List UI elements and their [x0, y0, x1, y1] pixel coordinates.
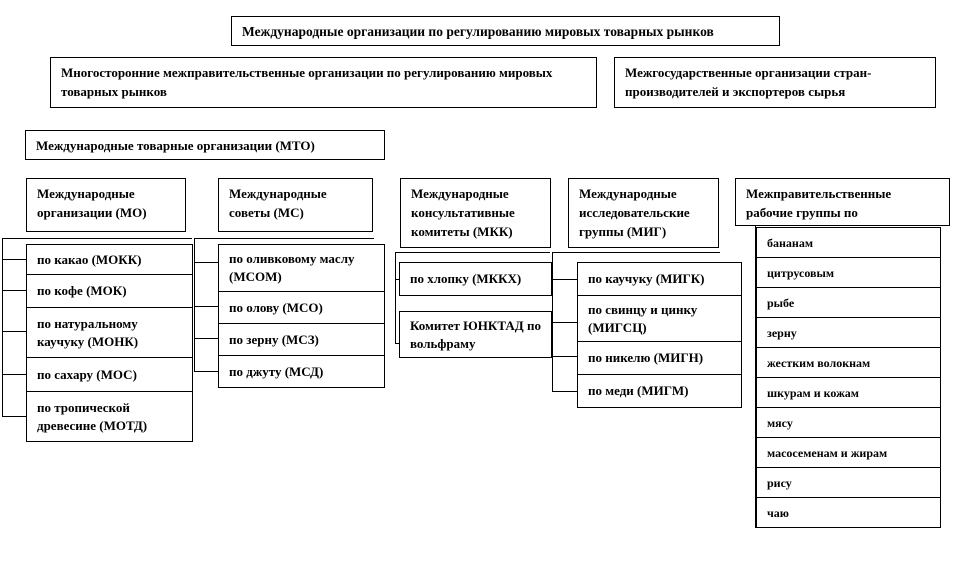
- working-item: цитрусовым: [756, 257, 941, 288]
- working-item: зерну: [756, 317, 941, 348]
- ms-item: по джуту (МСД): [218, 355, 385, 388]
- working-item: рису: [756, 467, 941, 498]
- mig-item: по никелю (МИГН): [577, 341, 742, 375]
- mo-header: Международные организации (МО): [26, 178, 186, 232]
- mo-item: по какао (МОКК): [26, 244, 193, 275]
- mig-header: Международные исследовательские группы (МИГ): [568, 178, 719, 248]
- mo-item: по сахару (МОС): [26, 357, 193, 392]
- diagram-title: Международные организации по регулированию мировых товарных рынков: [231, 16, 780, 46]
- mkk-item: Комитет ЮНКТАД по вольфраму: [399, 311, 552, 358]
- working-item: мясу: [756, 407, 941, 438]
- mo-item: по кофе (МОК): [26, 274, 193, 308]
- mo-item: по тропической древесине (МОТД): [26, 391, 193, 442]
- ms-header: Международные советы (МС): [218, 178, 373, 232]
- working-item: чаю: [756, 497, 941, 528]
- ms-item: по оливковому маслу (МСОМ): [218, 244, 385, 292]
- mig-item: по каучуку (МИГК): [577, 262, 742, 296]
- interstate-box: Межгосударственные организации стран-производителей и экспортеров сырья: [614, 57, 936, 108]
- working-item: жестким волокнам: [756, 347, 941, 378]
- ms-item: по олову (МСО): [218, 291, 385, 324]
- working-header: Межправительственные рабочие группы по: [735, 178, 950, 226]
- working-item: масосеменам и жирам: [756, 437, 941, 468]
- mig-item: по свинцу и цинку (МИГСЦ): [577, 295, 742, 342]
- mkk-item: по хлопку (МККХ): [399, 262, 552, 296]
- mo-item: по натуральному каучуку (МОНК): [26, 307, 193, 358]
- working-item: рыбе: [756, 287, 941, 318]
- mkk-header: Международные консультативные комитеты (МКК): [400, 178, 551, 248]
- multilateral-box: Многосторонние межправительственные организации по регулированию мировых товарных рынков: [50, 57, 597, 108]
- ms-item: по зерну (МСЗ): [218, 323, 385, 356]
- working-item: шкурам и кожам: [756, 377, 941, 408]
- mig-item: по меди (МИГМ): [577, 374, 742, 408]
- mto-box: Международные товарные организации (МТО): [25, 130, 385, 160]
- working-item: бананам: [756, 227, 941, 258]
